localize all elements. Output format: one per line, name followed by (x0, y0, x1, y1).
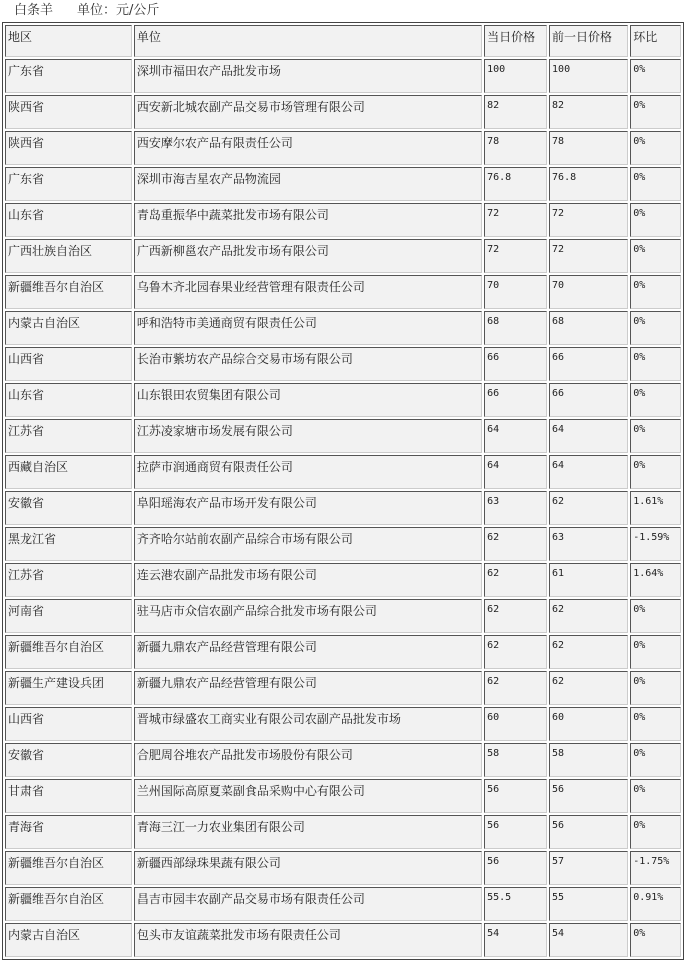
table-row (5, 455, 681, 489)
cell-today-price: 62 (484, 599, 547, 633)
header-row (5, 25, 681, 57)
cell-change: 0% (630, 203, 681, 237)
cell-unit: 新疆九鼎农产品经营管理有限公司 (134, 635, 482, 669)
table-caption (0, 0, 686, 22)
header-region: 地区 (5, 25, 132, 57)
cell-unit: 深圳市海吉星农产品物流园 (134, 167, 482, 201)
cell-change: 0% (630, 743, 681, 777)
table-row (5, 851, 681, 885)
cell-today-price: 56 (484, 779, 547, 813)
cell-change: 0% (630, 815, 681, 849)
cell-unit: 新疆九鼎农产品经营管理有限公司 (134, 671, 482, 705)
cell-region: 新疆维吾尔自治区 (5, 635, 132, 669)
cell-region: 陕西省 (5, 131, 132, 165)
cell-today-price: 62 (484, 671, 547, 705)
price-table-body (5, 25, 681, 957)
cell-change: 1.61% (630, 491, 681, 525)
table-row (5, 707, 681, 741)
cell-unit: 昌吉市园丰农副产品交易市场有限责任公司 (134, 887, 482, 921)
cell-previous-price: 55 (549, 887, 628, 921)
cell-unit: 兰州国际高原夏菜副食品采购中心有限公司 (134, 779, 482, 813)
cell-unit: 包头市友谊蔬菜批发市场有限责任公司 (134, 923, 482, 957)
cell-today-price: 58 (484, 743, 547, 777)
cell-today-price: 63 (484, 491, 547, 525)
cell-region: 陕西省 (5, 95, 132, 129)
header-change: 环比 (630, 25, 681, 57)
header-previous-price: 前一日价格 (549, 25, 628, 57)
cell-change: -1.75% (630, 851, 681, 885)
cell-change: 1.64% (630, 563, 681, 597)
cell-region: 江苏省 (5, 419, 132, 453)
cell-previous-price: 56 (549, 815, 628, 849)
header-today-price: 当日价格 (484, 25, 547, 57)
cell-change: 0% (630, 167, 681, 201)
cell-unit: 江苏凌家塘市场发展有限公司 (134, 419, 482, 453)
table-row (5, 599, 681, 633)
cell-unit: 青岛重振华中蔬菜批发市场有限公司 (134, 203, 482, 237)
cell-previous-price: 64 (549, 455, 628, 489)
cell-region: 广东省 (5, 59, 132, 93)
price-table (2, 22, 684, 960)
table-row (5, 239, 681, 273)
cell-today-price: 70 (484, 275, 547, 309)
table-row (5, 887, 681, 921)
cell-today-price: 64 (484, 419, 547, 453)
table-row (5, 131, 681, 165)
cell-region: 山东省 (5, 203, 132, 237)
table-row (5, 311, 681, 345)
header-unit: 单位 (134, 25, 482, 57)
table-row (5, 563, 681, 597)
cell-region: 内蒙古自治区 (5, 311, 132, 345)
cell-previous-price: 82 (549, 95, 628, 129)
cell-unit: 长治市紫坊农产品综合交易市场有限公司 (134, 347, 482, 381)
cell-today-price: 56 (484, 815, 547, 849)
cell-today-price: 54 (484, 923, 547, 957)
cell-region: 甘肃省 (5, 779, 132, 813)
cell-region: 新疆维吾尔自治区 (5, 275, 132, 309)
cell-previous-price: 58 (549, 743, 628, 777)
product-name: 白条羊 (14, 3, 54, 18)
cell-today-price: 76.8 (484, 167, 547, 201)
cell-change: 0% (630, 599, 681, 633)
cell-region: 广东省 (5, 167, 132, 201)
cell-change: 0% (630, 131, 681, 165)
table-row (5, 383, 681, 417)
cell-region: 新疆维吾尔自治区 (5, 887, 132, 921)
table-row (5, 59, 681, 93)
cell-change: 0% (630, 707, 681, 741)
table-row (5, 419, 681, 453)
cell-change: 0% (630, 455, 681, 489)
cell-previous-price: 70 (549, 275, 628, 309)
cell-change: 0% (630, 239, 681, 273)
cell-today-price: 62 (484, 563, 547, 597)
cell-previous-price: 100 (549, 59, 628, 93)
table-row (5, 743, 681, 777)
cell-unit: 呼和浩特市美通商贸有限责任公司 (134, 311, 482, 345)
cell-previous-price: 78 (549, 131, 628, 165)
cell-previous-price: 66 (549, 383, 628, 417)
cell-region: 江苏省 (5, 563, 132, 597)
cell-today-price: 60 (484, 707, 547, 741)
table-row (5, 347, 681, 381)
table-row (5, 779, 681, 813)
cell-region: 新疆维吾尔自治区 (5, 851, 132, 885)
cell-unit: 合肥周谷堆农产品批发市场股份有限公司 (134, 743, 482, 777)
cell-region: 青海省 (5, 815, 132, 849)
cell-unit: 深圳市福田农产品批发市场 (134, 59, 482, 93)
cell-previous-price: 62 (549, 635, 628, 669)
table-row (5, 95, 681, 129)
cell-region: 山东省 (5, 383, 132, 417)
cell-today-price: 62 (484, 527, 547, 561)
cell-today-price: 66 (484, 347, 547, 381)
cell-region: 新疆生产建设兵团 (5, 671, 132, 705)
cell-unit: 齐齐哈尔站前农副产品综合市场有限公司 (134, 527, 482, 561)
cell-today-price: 72 (484, 203, 547, 237)
cell-change: 0% (630, 59, 681, 93)
cell-today-price: 66 (484, 383, 547, 417)
cell-previous-price: 60 (549, 707, 628, 741)
cell-previous-price: 68 (549, 311, 628, 345)
cell-region: 西藏自治区 (5, 455, 132, 489)
cell-unit: 晋城市绿盛农工商实业有限公司农副产品批发市场 (134, 707, 482, 741)
cell-today-price: 62 (484, 635, 547, 669)
cell-unit: 西安新北城农副产品交易市场管理有限公司 (134, 95, 482, 129)
cell-region: 黑龙江省 (5, 527, 132, 561)
cell-unit: 广西新柳邕农产品批发市场有限公司 (134, 239, 482, 273)
unit-label: 单位：元/公斤 (77, 3, 160, 18)
cell-region: 河南省 (5, 599, 132, 633)
cell-change: 0% (630, 635, 681, 669)
table-row (5, 491, 681, 525)
table-row (5, 815, 681, 849)
cell-region: 广西壮族自治区 (5, 239, 132, 273)
table-row (5, 923, 681, 957)
cell-unit: 乌鲁木齐北园春果业经营管理有限责任公司 (134, 275, 482, 309)
cell-previous-price: 62 (549, 599, 628, 633)
cell-previous-price: 63 (549, 527, 628, 561)
cell-previous-price: 72 (549, 239, 628, 273)
cell-previous-price: 54 (549, 923, 628, 957)
cell-unit: 阜阳瑶海农产品市场开发有限公司 (134, 491, 482, 525)
cell-previous-price: 66 (549, 347, 628, 381)
cell-change: 0% (630, 671, 681, 705)
cell-today-price: 82 (484, 95, 547, 129)
cell-region: 山西省 (5, 347, 132, 381)
cell-change: 0% (630, 347, 681, 381)
cell-today-price: 56 (484, 851, 547, 885)
table-row (5, 527, 681, 561)
cell-today-price: 72 (484, 239, 547, 273)
table-row (5, 203, 681, 237)
cell-today-price: 64 (484, 455, 547, 489)
table-row (5, 671, 681, 705)
cell-previous-price: 64 (549, 419, 628, 453)
cell-change: 0% (630, 311, 681, 345)
cell-previous-price: 56 (549, 779, 628, 813)
cell-previous-price: 72 (549, 203, 628, 237)
cell-today-price: 55.5 (484, 887, 547, 921)
cell-unit: 驻马店市众信农副产品综合批发市场有限公司 (134, 599, 482, 633)
cell-unit: 青海三江一力农业集团有限公司 (134, 815, 482, 849)
cell-unit: 新疆西部绿珠果蔬有限公司 (134, 851, 482, 885)
cell-unit: 山东银田农贸集团有限公司 (134, 383, 482, 417)
cell-unit: 西安摩尔农产品有限责任公司 (134, 131, 482, 165)
cell-previous-price: 57 (549, 851, 628, 885)
cell-region: 内蒙古自治区 (5, 923, 132, 957)
cell-previous-price: 76.8 (549, 167, 628, 201)
cell-unit: 拉萨市润通商贸有限责任公司 (134, 455, 482, 489)
cell-change: -1.59% (630, 527, 681, 561)
table-row (5, 167, 681, 201)
cell-today-price: 78 (484, 131, 547, 165)
cell-change: 0% (630, 923, 681, 957)
cell-change: 0% (630, 383, 681, 417)
cell-change: 0.91% (630, 887, 681, 921)
cell-change: 0% (630, 779, 681, 813)
cell-previous-price: 61 (549, 563, 628, 597)
cell-region: 安徽省 (5, 491, 132, 525)
cell-region: 安徽省 (5, 743, 132, 777)
cell-today-price: 68 (484, 311, 547, 345)
table-row (5, 275, 681, 309)
cell-change: 0% (630, 275, 681, 309)
cell-region: 山西省 (5, 707, 132, 741)
cell-previous-price: 62 (549, 671, 628, 705)
cell-change: 0% (630, 419, 681, 453)
cell-previous-price: 62 (549, 491, 628, 525)
cell-today-price: 100 (484, 59, 547, 93)
cell-unit: 连云港农副产品批发市场有限公司 (134, 563, 482, 597)
cell-change: 0% (630, 95, 681, 129)
table-row (5, 635, 681, 669)
